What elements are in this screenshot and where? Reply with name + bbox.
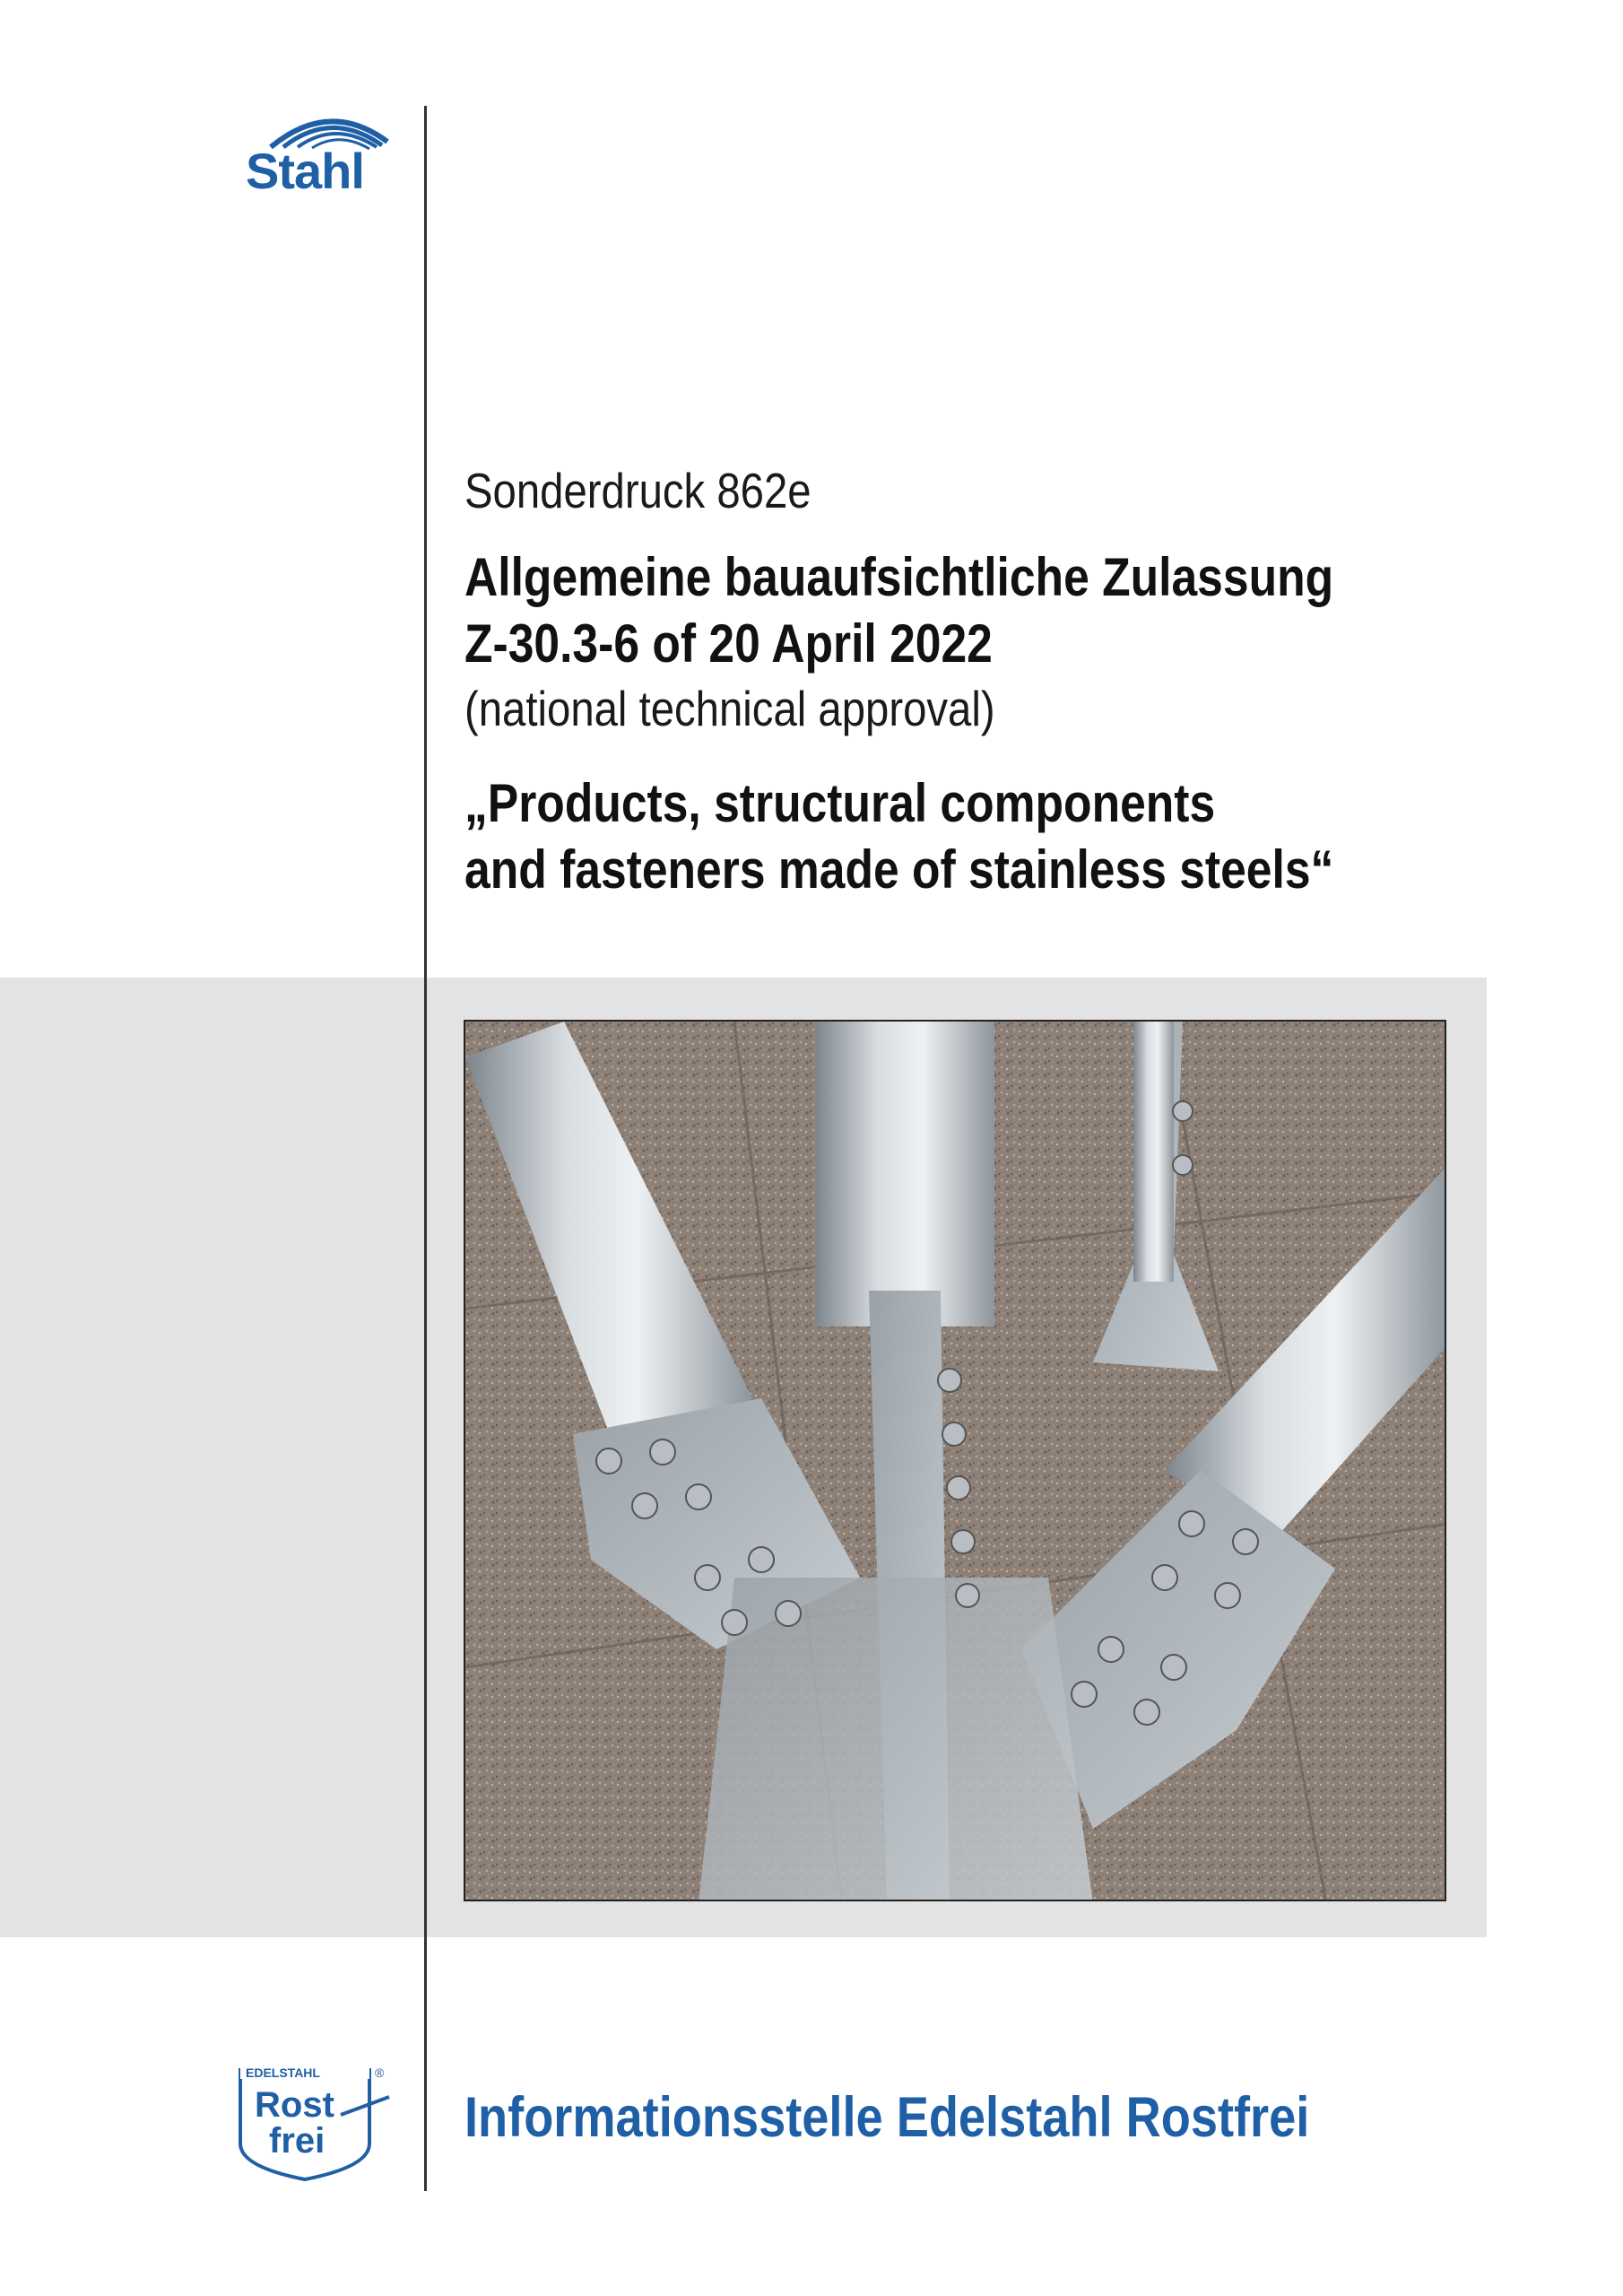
photo-illustration: [465, 1022, 1446, 1901]
stahl-logo-text: Stahl: [246, 143, 364, 199]
edelstahl-rostfrei-logo: [235, 2061, 401, 2182]
quote-line-2: and fasteners made of stainless steels“: [464, 839, 1334, 900]
vertical-divider: [424, 106, 427, 2191]
stainless-steel-column-base-photo: [464, 1020, 1446, 1901]
document-subtitle: Sonderdruck 862e: [464, 463, 812, 518]
quote-line-1: „Products, structural components: [464, 773, 1216, 833]
heading-line-1: Allgemeine bauaufsichtliche Zulassung: [464, 547, 1334, 607]
heading-line-2: Z-30.3-6 of 20 April 2022: [464, 613, 993, 674]
heading-note: (national technical approval): [464, 681, 995, 736]
stahl-logo: [244, 106, 401, 199]
registered-mark: ®: [375, 2066, 385, 2080]
rostfrei-shield-icon: [235, 2061, 401, 2182]
rost-text: Rost: [255, 2085, 334, 2125]
publisher-footer: Informationsstelle Edelstahl Rostfrei: [464, 2086, 1310, 2149]
title-block: [464, 462, 1469, 903]
frei-text: frei: [269, 2121, 325, 2161]
edelstahl-text: EDELSTAHL: [246, 2066, 320, 2080]
